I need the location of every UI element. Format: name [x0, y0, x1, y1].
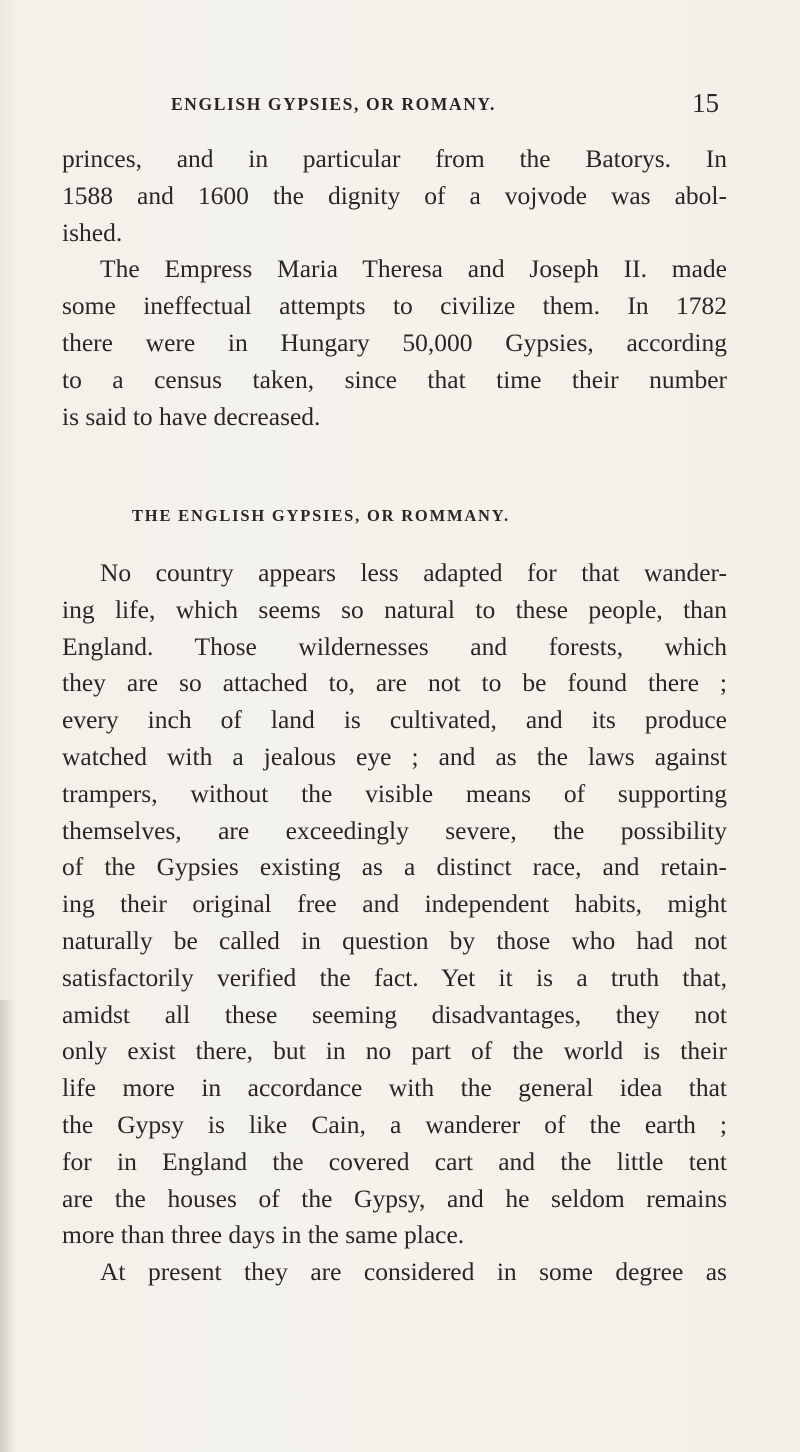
text-line: trampers, without the visible means of supporting — [62, 778, 727, 808]
text-line: ished. — [62, 217, 123, 247]
text-line: No country appears less adapted for that wander- — [100, 558, 727, 587]
text-line: only exist there, but in no part of the world is their — [62, 1036, 727, 1066]
text-line: more than three days in the same place. — [62, 1220, 465, 1250]
text-block-top — [62, 141, 727, 435]
text-line: the Gypsy is like Cain, a wanderer of the earth ; — [62, 1109, 727, 1139]
text-line: satisfactorily verified the fact. Yet it is a truth that, — [62, 962, 727, 992]
paragraph — [62, 555, 727, 1254]
page-number: 15 — [692, 88, 719, 118]
text-line: of the Gypsies existing as a distinct race, and retain- — [62, 852, 727, 882]
text-line: ing their original free and independent habits, might — [62, 889, 727, 919]
text-line: for in England the covered cart and the little tent — [62, 1146, 727, 1176]
text-line: At present they are considered in some degree as — [100, 1257, 727, 1287]
text-line: they are so attached to, are not to be found there ; — [62, 668, 727, 698]
text-line: naturally be called in question by those who had not — [62, 925, 727, 955]
text-line: watched with a jealous eye ; and as the laws against — [62, 741, 727, 771]
text-block-bottom — [62, 555, 727, 1291]
text-line: England. Those wildernesses and forests, which — [62, 631, 727, 661]
text-line: is said to have decreased. — [62, 401, 321, 431]
paragraph — [62, 141, 727, 251]
text-line: are the houses of the Gypsy, and he seldom remains — [62, 1183, 727, 1213]
text-line: ing life, which seems so natural to these people, than — [62, 594, 727, 624]
text-line: some ineffectual attempts to civilize them. In 1782 — [62, 291, 727, 321]
text-line: every inch of land is cultivated, and its produce — [62, 705, 727, 735]
text-line: princes, and in particular from the Batorys. In — [62, 144, 727, 173]
text-line: there were in Hungary 50,000 Gypsies, according — [62, 327, 727, 357]
section-heading: THE ENGLISH GYPSIES, OR ROMMANY. — [132, 506, 510, 525]
running-title: ENGLISH GYPSIES, OR ROMANY. — [171, 94, 497, 114]
text-line: to a census taken, since that time their number — [62, 364, 727, 394]
text-line: The Empress Maria Theresa and Joseph II. made — [100, 254, 727, 284]
paragraph — [62, 251, 727, 435]
page-gutter-shadow — [0, 1000, 14, 1452]
text-line: 1588 and 1600 the dignity of a vojvode was abol- — [62, 180, 727, 210]
paragraph — [62, 1254, 727, 1291]
running-head — [171, 88, 719, 128]
text-line: themselves, are exceedingly severe, the possibility — [62, 815, 727, 845]
text-line: life more in accordance with the general idea that — [62, 1073, 727, 1103]
text-line: amidst all these seeming disadvantages, they not — [62, 999, 727, 1029]
